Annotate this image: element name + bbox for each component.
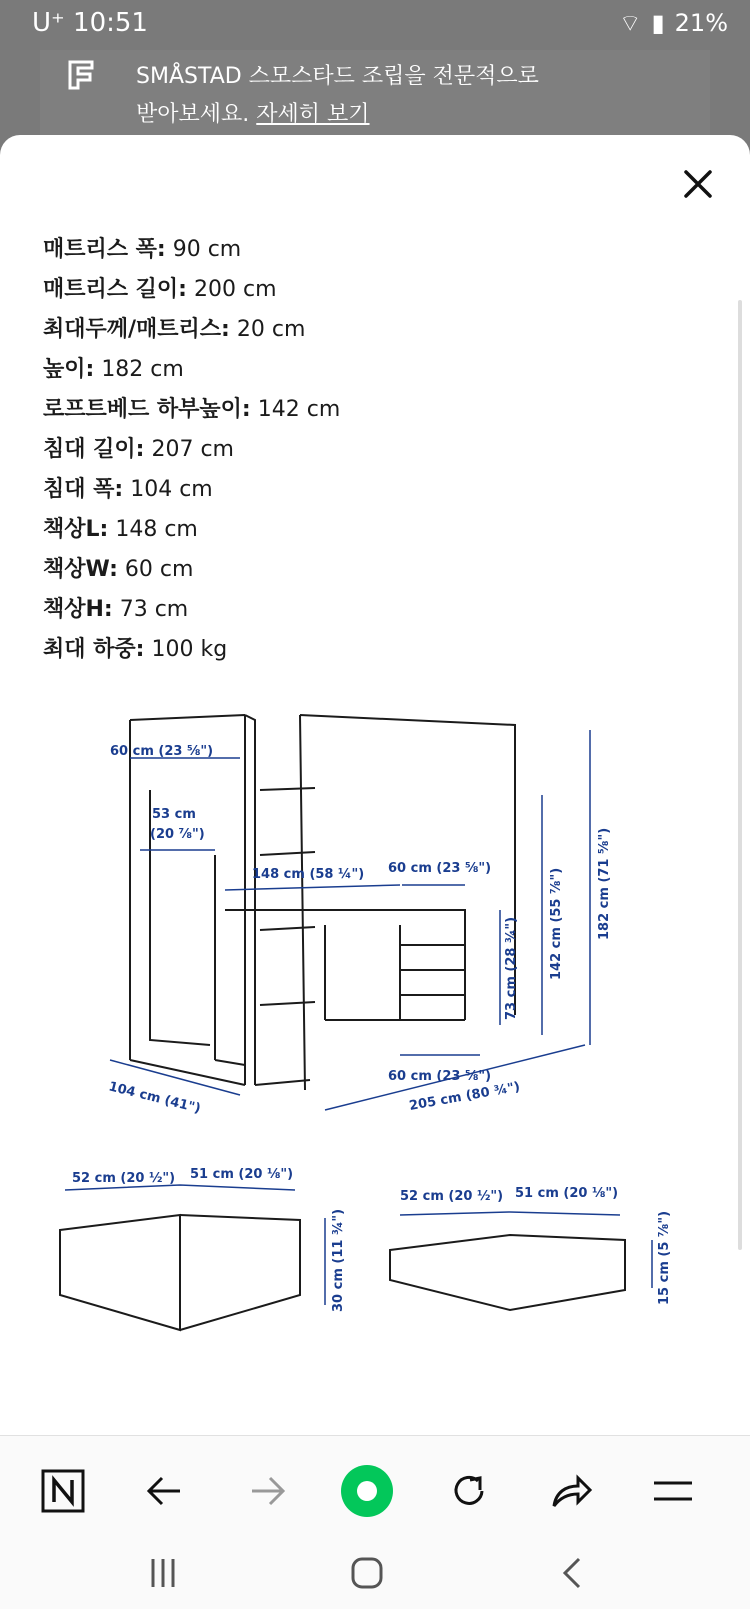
spec-label: 침대 길이:	[43, 437, 145, 462]
dim-142: 142 cm (55 ⅞")	[549, 867, 564, 980]
dimension-diagram	[70, 700, 670, 1350]
spec-value: 182 cm	[101, 357, 184, 382]
spec-label: 책상L:	[43, 517, 109, 542]
spec-label: 매트리스 길이:	[43, 277, 187, 302]
dim-205: 205 cm (80 ¾")	[408, 1079, 522, 1114]
system-nav-bar	[0, 1535, 750, 1609]
refresh-icon[interactable]	[446, 1468, 492, 1514]
spec-row	[43, 230, 340, 270]
dim-73: 73 cm (28 ¾")	[504, 916, 519, 1020]
forward-arrow-icon[interactable]	[244, 1468, 290, 1514]
drawer2-width1: 52 cm (20 ½")	[400, 1189, 504, 1204]
spec-row	[43, 390, 340, 430]
dim-182: 182 cm (71 ⅝")	[597, 827, 612, 940]
spec-value: 207 cm	[151, 437, 234, 462]
time-label: 10:51	[73, 8, 148, 38]
assembly-tool-icon	[66, 58, 100, 92]
spec-label: 높이:	[43, 357, 95, 382]
spec-label: 매트리스 폭:	[43, 237, 166, 262]
spec-label: 최대두께/매트리스:	[43, 317, 230, 342]
spec-row	[43, 470, 340, 510]
carrier-label: U⁺	[32, 8, 65, 38]
battery-label: 21%	[674, 9, 728, 37]
wifi-icon: ⌔	[618, 9, 642, 37]
recents-icon[interactable]	[143, 1553, 183, 1593]
spec-row	[43, 350, 340, 390]
banner-line2: 받아보세요.	[136, 102, 250, 127]
spec-value: 73 cm	[119, 597, 189, 622]
signal-icon: ▮	[651, 9, 665, 37]
spec-row	[43, 550, 340, 590]
share-arrow-icon[interactable]	[548, 1468, 594, 1514]
drawer1-height: 30 cm (11 ¾")	[331, 1208, 346, 1312]
status-right	[619, 8, 728, 38]
back-arrow-icon[interactable]	[142, 1468, 188, 1514]
spec-row	[43, 590, 340, 630]
spec-label: 최대 하중:	[43, 637, 145, 662]
drawer2-width2: 51 cm (20 ⅛")	[515, 1186, 619, 1201]
banner-line1: SMÅSTAD 스모스타드 조립을 전문적으로	[136, 64, 539, 89]
spec-label: 로프트베드 하부높이:	[43, 397, 251, 422]
spec-row	[43, 270, 340, 310]
dim-148: 148 cm (58 ¼")	[252, 867, 365, 882]
dim-53: 53 cm	[152, 807, 196, 822]
spec-value: 90 cm	[172, 237, 242, 262]
green-dot-icon[interactable]	[340, 1464, 394, 1518]
naver-n-icon[interactable]	[40, 1468, 86, 1514]
spec-value: 60 cm	[124, 557, 194, 582]
spec-list	[43, 230, 340, 670]
dim-53-inch: (20 ⅞")	[150, 827, 205, 842]
spec-value: 100 kg	[151, 637, 228, 662]
spec-value: 142 cm	[257, 397, 341, 422]
spec-row	[43, 310, 340, 350]
status-left	[32, 8, 148, 38]
spec-row	[43, 430, 340, 470]
banner-details-link[interactable]: 자세히 보기	[256, 102, 370, 127]
drawer1-width2: 51 cm (20 ⅛")	[190, 1167, 294, 1182]
back-icon[interactable]	[553, 1553, 593, 1593]
spec-label: 책상H:	[43, 597, 113, 622]
spec-value: 148 cm	[115, 517, 198, 542]
menu-icon[interactable]	[650, 1468, 696, 1514]
home-icon[interactable]	[347, 1553, 387, 1593]
browser-toolbar	[0, 1435, 750, 1536]
spec-label: 책상W:	[43, 557, 118, 582]
status-bar	[0, 0, 750, 50]
spec-label: 침대 폭:	[43, 477, 124, 502]
spec-value: 20 cm	[236, 317, 306, 342]
dim-60-desk: 60 cm (23 ⅝")	[388, 861, 492, 876]
spec-value: 200 cm	[193, 277, 277, 302]
drawer1-width1: 52 cm (20 ½")	[72, 1171, 176, 1186]
scrollbar[interactable]	[738, 300, 742, 1250]
drawer2-height: 15 cm (5 ⅞")	[657, 1210, 672, 1305]
close-icon[interactable]	[680, 166, 716, 202]
spec-value: 104 cm	[130, 477, 213, 502]
dim-60-bottom: 60 cm (23 ⅝")	[388, 1069, 492, 1084]
dim-104: 104 cm (41")	[107, 1079, 203, 1117]
spec-row	[43, 630, 340, 670]
dim-60-top: 60 cm (23 ⅝")	[110, 744, 214, 759]
spec-row	[43, 510, 340, 550]
